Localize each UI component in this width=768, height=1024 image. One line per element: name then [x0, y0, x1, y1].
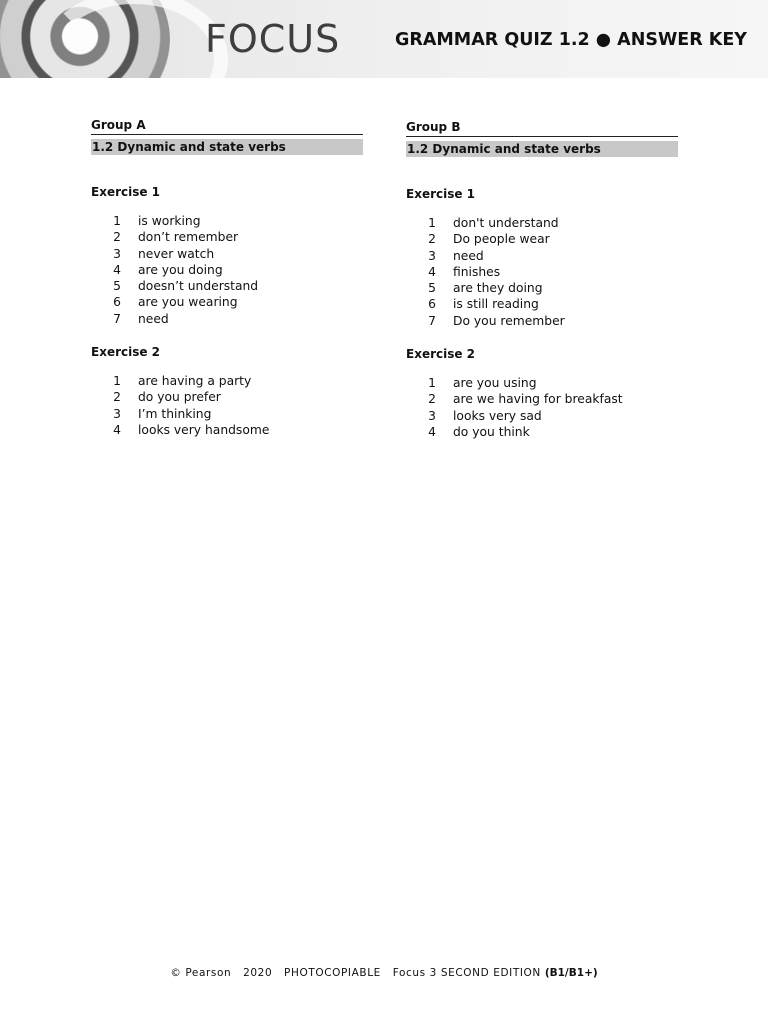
focus-logo: FOCUS [205, 17, 341, 61]
answer-number: 1 [113, 214, 121, 228]
answer-text: are having a party [138, 374, 252, 389]
answer-number: 6 [428, 297, 436, 312]
answer-list [91, 373, 363, 438]
list-item [91, 373, 363, 389]
list-item [91, 294, 363, 310]
answer-text: are they doing [453, 281, 543, 296]
exercise-title: Exercise 2 [91, 345, 161, 360]
list-item [406, 296, 678, 312]
section-heading: 1.2 Dynamic and state verbs [91, 139, 363, 155]
answer-number: 1 [113, 374, 121, 389]
answer-number: 4 [113, 422, 121, 437]
answer-number: 6 [113, 295, 121, 310]
answer-text: looks very handsome [138, 422, 270, 437]
answer-number: 3 [113, 246, 121, 261]
list-item [406, 231, 678, 247]
answer-text: do you prefer [138, 390, 221, 405]
answer-text: do you think [453, 424, 530, 439]
list-item [406, 264, 678, 280]
answer-number: 4 [113, 262, 121, 277]
answer-number: 2 [113, 230, 121, 245]
group-label: Group B [406, 119, 678, 137]
exercise-title: Exercise 2 [406, 347, 476, 362]
list-item [406, 280, 678, 296]
page-title: GRAMMAR QUIZ 1.2 ● ANSWER KEY [395, 30, 747, 50]
footer-text: © Pearson 2020 PHOTOCOPIABLE Focus 3 SECOND EDITION [170, 967, 545, 979]
answer-text: is still reading [453, 297, 539, 312]
list-item [91, 406, 363, 422]
group-label: Group A [91, 117, 363, 135]
answer-text: looks very sad [453, 408, 542, 423]
section-heading: 1.2 Dynamic and state verbs [406, 141, 678, 157]
answer-number: 2 [428, 392, 436, 407]
list-item [406, 391, 678, 407]
answer-number: 1 [428, 376, 436, 391]
answer-text: need [138, 311, 169, 326]
group-b-column [406, 119, 678, 440]
answer-text: don’t remember [138, 230, 239, 245]
list-item [406, 408, 678, 424]
answer-number: 5 [428, 281, 436, 296]
answer-number: 7 [428, 313, 436, 328]
list-item [91, 246, 363, 262]
answer-text: are you wearing [138, 295, 238, 310]
focus-arc-graphic [40, 0, 228, 78]
answer-number: 5 [113, 279, 121, 294]
answer-text: don't understand [453, 216, 559, 230]
answer-text: are we having for breakfast [453, 392, 623, 407]
list-item [91, 389, 363, 405]
answer-text: are you using [453, 376, 537, 391]
list-item [91, 229, 363, 245]
answer-list [406, 215, 678, 329]
answer-number: 4 [428, 264, 436, 279]
answer-number: 2 [113, 390, 121, 405]
list-item [406, 424, 678, 440]
list-item [91, 213, 363, 229]
answer-list [406, 375, 678, 440]
list-item [91, 278, 363, 294]
list-item [406, 248, 678, 264]
exercise-title: Exercise 1 [91, 185, 161, 199]
answer-number: 1 [428, 216, 436, 230]
answer-text: Do you remember [453, 313, 565, 328]
answer-number: 2 [428, 232, 436, 247]
answer-text: I’m thinking [138, 406, 212, 421]
answer-text: doesn’t understand [138, 279, 259, 294]
list-item [91, 311, 363, 327]
answer-text: is working [138, 214, 201, 228]
header-banner [0, 0, 768, 78]
footer-level: (B1/B1+) [544, 967, 598, 979]
answer-number: 3 [428, 248, 436, 263]
list-item [406, 215, 678, 231]
group-a-column [91, 117, 363, 438]
exercise-title: Exercise 1 [406, 187, 476, 201]
answer-number: 3 [428, 408, 436, 423]
list-item [406, 375, 678, 391]
answer-text: Do people wear [453, 232, 550, 247]
answer-list [91, 213, 363, 327]
answer-text: finishes [453, 264, 501, 279]
answer-number: 3 [113, 406, 121, 421]
answer-text: need [453, 248, 484, 263]
page-footer [0, 966, 768, 980]
list-item [406, 313, 678, 329]
list-item [91, 422, 363, 438]
answer-text: are you doing [138, 262, 223, 277]
answer-text: never watch [138, 246, 215, 261]
answer-number: 4 [428, 424, 436, 439]
list-item [91, 262, 363, 278]
answer-number: 7 [113, 311, 121, 326]
